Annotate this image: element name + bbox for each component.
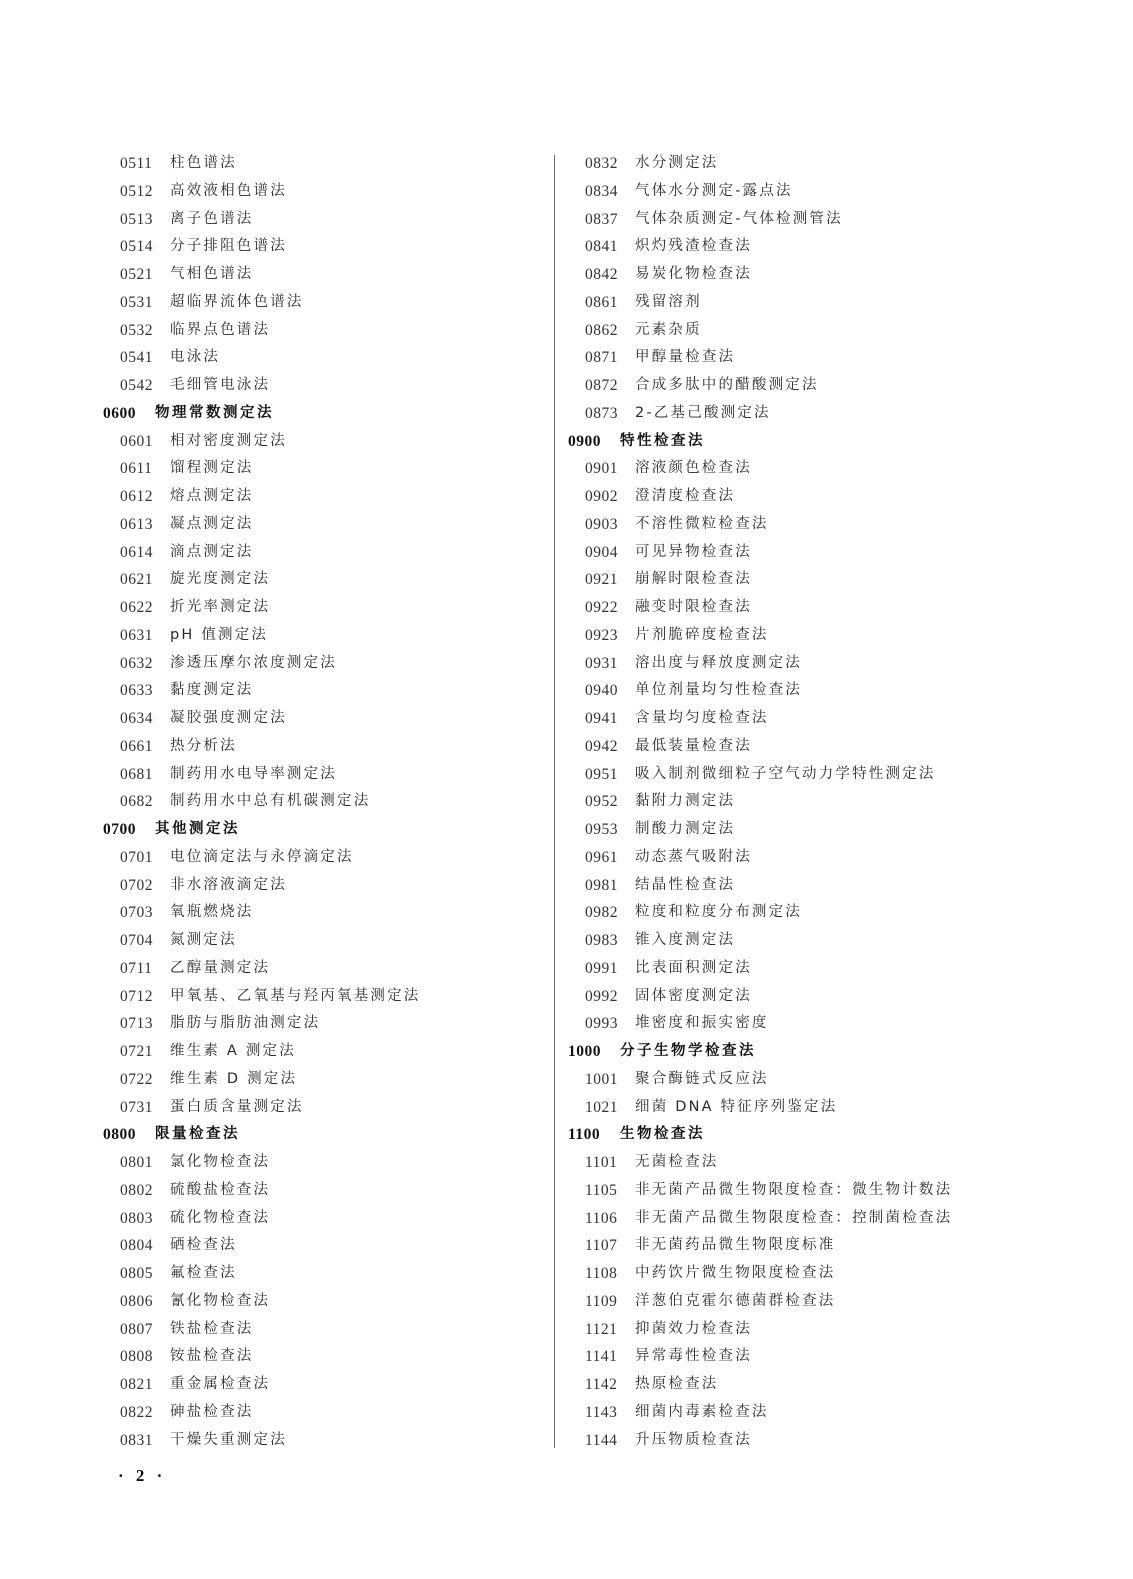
toc-entry-title: 电泳法 [170, 349, 221, 366]
toc-entry-code: 0902 [585, 488, 618, 505]
toc-entry-code: 0983 [585, 932, 618, 949]
toc-entry-code: 0621 [120, 571, 153, 589]
toc-entry-code: 0952 [585, 793, 618, 811]
toc-entry-title: 脂肪与脂肪油测定法 [170, 1015, 321, 1032]
toc-entry-code: 0801 [120, 1154, 153, 1171]
toc-entry-title: 氮测定法 [170, 932, 237, 948]
toc-entry-title: 溶出度与释放度测定法 [635, 654, 802, 671]
toc-entry-code: 0822 [120, 1403, 153, 1421]
toc-entry-title: 非无菌产品微生物限度检查：微生物计数法 [635, 1181, 953, 1198]
toc-entry-code: 0622 [120, 599, 153, 616]
toc-entry-title: 凝胶强度测定法 [170, 710, 287, 726]
toc-entry [568, 1094, 1008, 1122]
toc-entry-code: 0633 [120, 682, 153, 700]
toc-entry [103, 1260, 543, 1288]
toc-entry-code: 1000 [568, 1043, 601, 1060]
toc-entry-title: 气体杂质测定-气体检测管法 [635, 210, 843, 227]
toc-entry [568, 344, 1008, 372]
toc-entry [568, 844, 1008, 872]
toc-entry-title: 易炭化物检查法 [635, 266, 752, 282]
toc-section-heading [103, 400, 543, 428]
toc-entry [568, 1232, 1008, 1260]
toc-entry [568, 150, 1008, 178]
toc-entry-code: 0542 [120, 377, 153, 394]
toc-entry-code: 0903 [585, 515, 618, 533]
toc-entry [103, 761, 543, 789]
toc-entry-code: 1105 [585, 1181, 618, 1199]
toc-entry-title: 折光率测定法 [170, 599, 271, 615]
toc-entry [568, 1399, 1008, 1427]
toc-entry-title: 硫化物检查法 [170, 1209, 271, 1226]
toc-entry-code: 1144 [585, 1431, 618, 1449]
toc-entry [568, 483, 1008, 511]
toc-entry-title: 氰化物检查法 [170, 1292, 271, 1309]
toc-entry-title: 升压物质检查法 [635, 1431, 752, 1448]
toc-entry [103, 539, 543, 567]
toc-entry-title: 甲氧基、乙氧基与羟丙氧基测定法 [170, 987, 421, 1004]
toc-entry-code: 0904 [585, 543, 618, 561]
toc-entry-title: 限量检查法 [155, 1126, 240, 1143]
toc-entry [103, 844, 543, 872]
toc-entry-code: 0862 [585, 321, 618, 339]
toc-entry [103, 1205, 543, 1233]
toc-entry-title: 超临界流体色谱法 [170, 293, 304, 310]
toc-entry [103, 1316, 543, 1344]
toc-entry-title: 旋光度测定法 [170, 571, 271, 588]
toc-entry-code: 0703 [120, 904, 153, 922]
toc-entry-code: 0731 [120, 1098, 153, 1116]
toc-entry-title: 非无菌药品微生物限度标准 [635, 1237, 836, 1254]
toc-entry [568, 733, 1008, 761]
toc-entry [103, 955, 543, 983]
toc-entry-code: 0953 [585, 821, 618, 838]
toc-entry-code: 0601 [120, 432, 153, 450]
toc-entry-title: 抑菌效力检查法 [635, 1320, 752, 1337]
toc-entry-code: 0521 [120, 266, 153, 283]
toc-entry-title: 凝点测定法 [170, 515, 254, 532]
toc-entry-title: 热原检查法 [635, 1376, 719, 1392]
toc-entry-code: 0806 [120, 1292, 153, 1310]
toc-entry-code: 0712 [120, 987, 153, 1005]
toc-entry-title: 吸入制剂微细粒子空气动力学特性测定法 [635, 765, 936, 782]
toc-entry [103, 1371, 543, 1399]
toc-entry-code: 0807 [120, 1320, 153, 1338]
toc-entry-code: 1107 [585, 1237, 618, 1255]
toc-entry [568, 955, 1008, 983]
toc-entry [103, 1066, 543, 1094]
toc-entry [103, 705, 543, 733]
toc-entry-code: 0611 [120, 460, 153, 478]
toc-entry-title: 电位滴定法与永停滴定法 [170, 848, 354, 865]
toc-entry [568, 1177, 1008, 1205]
toc-entry-title: 生物检查法 [620, 1126, 705, 1143]
toc-section-heading [568, 428, 1008, 456]
toc-entry [103, 483, 543, 511]
toc-entry-code: 0922 [585, 599, 618, 616]
toc-entry [103, 344, 543, 372]
toc-entry-title: 滴点测定法 [170, 543, 254, 560]
toc-entry-title: 维生素 A 测定法 [170, 1043, 296, 1059]
toc-entry-title: 可见异物检查法 [635, 543, 752, 560]
toc-entry-code: 0873 [585, 404, 618, 422]
toc-entry-code: 0837 [585, 210, 618, 228]
toc-entry-code: 0931 [585, 654, 618, 672]
toc-entry-title: 物理常数测定法 [155, 404, 274, 421]
toc-entry [103, 511, 543, 539]
toc-entry [103, 983, 543, 1011]
toc-entry [568, 539, 1008, 567]
toc-entry [568, 788, 1008, 816]
toc-entry-title: 柱色谱法 [170, 155, 237, 171]
toc-entry-code: 0803 [120, 1209, 153, 1227]
toc-entry-code: 0513 [120, 210, 153, 228]
toc-entry-code: 1106 [585, 1209, 618, 1227]
toc-entry-title: 其他测定法 [155, 821, 240, 837]
toc-entry [103, 233, 543, 261]
toc-entry-code: 0612 [120, 488, 153, 505]
toc-entry [103, 1038, 543, 1066]
toc-section-heading [103, 1121, 543, 1149]
column-divider [554, 155, 555, 1448]
toc-entry [103, 1399, 543, 1427]
toc-entry-code: 0701 [120, 848, 153, 866]
toc-entry-code: 0514 [120, 238, 153, 256]
toc-entry [103, 150, 543, 178]
toc-entry [568, 816, 1008, 844]
toc-entry-code: 0992 [585, 987, 618, 1005]
toc-entry-title: 2-乙基己酸测定法 [635, 404, 771, 421]
toc-entry-code: 0632 [120, 654, 153, 672]
toc-entry-title: 异常毒性检查法 [635, 1348, 752, 1365]
toc-entry-code: 0614 [120, 543, 153, 561]
toc-entry-title: 合成多肽中的醋酸测定法 [635, 377, 819, 393]
toc-entry-code: 1143 [585, 1403, 618, 1421]
toc-entry [103, 1427, 543, 1455]
toc-entry [103, 1343, 543, 1371]
toc-entry [568, 1427, 1008, 1455]
toc-entry [568, 233, 1008, 261]
toc-entry [568, 677, 1008, 705]
toc-entry [568, 206, 1008, 234]
toc-entry-code: 0800 [103, 1126, 136, 1144]
toc-entry-code: 0940 [585, 682, 618, 700]
toc-entry-code: 0721 [120, 1043, 153, 1060]
toc-entry-title: 融变时限检查法 [635, 599, 752, 615]
toc-entry-title: 炽灼残渣检查法 [635, 238, 752, 255]
toc-entry [568, 178, 1008, 206]
toc-entry [103, 1177, 543, 1205]
toc-right-column [568, 150, 1008, 1454]
toc-entry-title: 不溶性微粒检查法 [635, 515, 769, 532]
toc-entry-code: 1001 [585, 1070, 618, 1088]
toc-entry-code: 1121 [585, 1320, 618, 1338]
toc-entry-title: 气相色谱法 [170, 266, 254, 282]
toc-entry-code: 0834 [585, 182, 618, 200]
toc-entry-title: 甲醇量检查法 [635, 349, 736, 366]
toc-entry-code: 0942 [585, 737, 618, 755]
toc-entry [103, 650, 543, 678]
toc-entry-code: 0901 [585, 460, 618, 478]
toc-section-heading [568, 1121, 1008, 1149]
toc-entry-code: 1142 [585, 1376, 618, 1393]
toc-entry-code: 1109 [585, 1292, 618, 1310]
toc-entry-code: 0512 [120, 182, 153, 200]
toc-entry [103, 899, 543, 927]
toc-entry-code: 0802 [120, 1181, 153, 1199]
toc-entry-title: 制药用水电导率测定法 [170, 765, 337, 782]
toc-entry-title: 最低装量检查法 [635, 737, 752, 754]
toc-entry [568, 400, 1008, 428]
toc-entry [568, 289, 1008, 317]
toc-entry-title: 氧瓶燃烧法 [170, 904, 254, 921]
toc-entry [568, 705, 1008, 733]
toc-entry-title: 砷盐检查法 [170, 1403, 254, 1420]
toc-entry-code: 0841 [585, 238, 618, 256]
toc-entry-title: 制药用水中总有机碳测定法 [170, 793, 371, 810]
toc-entry-title: 熔点测定法 [170, 488, 254, 504]
toc-entry-code: 0831 [120, 1431, 153, 1449]
toc-entry [103, 733, 543, 761]
toc-entry-title: 热分析法 [170, 737, 237, 754]
toc-entry-code: 0832 [585, 155, 618, 172]
toc-entry-code: 1100 [568, 1126, 601, 1144]
toc-entry-title: 乙醇量测定法 [170, 959, 271, 976]
toc-entry [568, 455, 1008, 483]
toc-entry-code: 0531 [120, 293, 153, 311]
toc-left-column [103, 150, 543, 1454]
toc-entry-code: 0981 [585, 876, 618, 894]
toc-entry-code: 0700 [103, 821, 136, 838]
toc-entry-code: 0951 [585, 765, 618, 783]
toc-entry-title: 含量均匀度检查法 [635, 710, 769, 726]
toc-entry [103, 566, 543, 594]
toc-entry-title: 铵盐检查法 [170, 1348, 254, 1365]
toc-entry-title: 相对密度测定法 [170, 432, 287, 449]
toc-entry-code: 1021 [585, 1098, 618, 1116]
toc-entry-title: 动态蒸气吸附法 [635, 848, 752, 865]
toc-entry-title: 锥入度测定法 [635, 932, 736, 948]
toc-entry-title: 堆密度和振实密度 [635, 1015, 769, 1032]
toc-entry [568, 650, 1008, 678]
toc-entry-title: 非无菌产品微生物限度检查：控制菌检查法 [635, 1209, 953, 1226]
toc-entry-title: 非水溶液滴定法 [170, 876, 287, 893]
toc-entry-code: 0808 [120, 1348, 153, 1366]
toc-entry-title: 澄清度检查法 [635, 488, 736, 504]
toc-entry [568, 622, 1008, 650]
toc-entry [103, 428, 543, 456]
toc-entry-title: 结晶性检查法 [635, 876, 736, 893]
toc-entry-title: 固体密度测定法 [635, 987, 752, 1004]
toc-entry-code: 0982 [585, 904, 618, 922]
toc-entry-code: 0921 [585, 571, 618, 589]
toc-entry-code: 0661 [120, 737, 153, 755]
toc-entry-title: pH 值测定法 [170, 626, 269, 643]
toc-entry [568, 261, 1008, 289]
toc-entry-title: 临界点色谱法 [170, 321, 271, 338]
toc-entry-code: 0600 [103, 404, 136, 422]
toc-entry-title: 高效液相色谱法 [170, 182, 287, 199]
toc-section-heading [568, 1038, 1008, 1066]
toc-entry [568, 872, 1008, 900]
toc-entry-code: 0923 [585, 626, 618, 644]
toc-entry [103, 927, 543, 955]
toc-section-heading [103, 816, 543, 844]
toc-entry-code: 1101 [585, 1154, 618, 1171]
toc-entry [103, 1010, 543, 1038]
toc-entry-code: 0613 [120, 515, 153, 533]
toc-entry [103, 788, 543, 816]
toc-entry-code: 0804 [120, 1237, 153, 1255]
toc-entry [103, 455, 543, 483]
toc-entry-title: 残留溶剂 [635, 293, 702, 310]
toc-entry-title: 制酸力测定法 [635, 821, 736, 837]
page-number: · 2 · [118, 1466, 167, 1485]
toc-entry-title: 元素杂质 [635, 321, 702, 338]
toc-entry-title: 铁盐检查法 [170, 1320, 254, 1337]
toc-entry-title: 溶液颜色检查法 [635, 460, 752, 477]
toc-entry [103, 1094, 543, 1122]
toc-entry [568, 1260, 1008, 1288]
toc-entry-title: 中药饮片微生物限度检查法 [635, 1265, 836, 1281]
toc-entry-title: 崩解时限检查法 [635, 571, 752, 588]
toc-entry-code: 0900 [568, 432, 601, 450]
toc-entry-code: 0872 [585, 377, 618, 394]
toc-entry [568, 317, 1008, 345]
toc-entry-title: 维生素 D 测定法 [170, 1070, 298, 1087]
toc-entry-title: 蛋白质含量测定法 [170, 1098, 304, 1115]
toc-entry-title: 硒检查法 [170, 1237, 237, 1254]
toc-entry-code: 0861 [585, 293, 618, 311]
toc-entry [568, 1066, 1008, 1094]
toc-entry-code: 0993 [585, 1015, 618, 1033]
toc-entry-code: 0713 [120, 1015, 153, 1033]
toc-entry-title: 馏程测定法 [170, 460, 254, 477]
toc-entry [568, 1010, 1008, 1038]
toc-entry [103, 317, 543, 345]
toc-entry-title: 无菌检查法 [635, 1154, 719, 1170]
toc-entry-title: 片剂脆碎度检查法 [635, 626, 769, 643]
toc-entry [103, 1232, 543, 1260]
toc-entry-title: 离子色谱法 [170, 210, 254, 227]
toc-entry-code: 0991 [585, 959, 618, 977]
toc-entry [103, 1288, 543, 1316]
toc-entry-title: 分子生物学检查法 [620, 1043, 756, 1059]
toc-entry-title: 重金属检查法 [170, 1376, 271, 1392]
toc-entry-code: 0871 [585, 349, 618, 367]
toc-entry-code: 0682 [120, 793, 153, 811]
toc-entry [103, 372, 543, 400]
toc-entry [103, 178, 543, 206]
toc-entry-title: 黏附力测定法 [635, 793, 736, 810]
toc-entry-code: 0842 [585, 266, 618, 283]
toc-entry-code: 0805 [120, 1265, 153, 1282]
toc-entry-code: 0711 [120, 959, 153, 977]
toc-entry-title: 聚合酶链式反应法 [635, 1070, 769, 1087]
toc-entry [103, 289, 543, 317]
toc-entry-code: 0634 [120, 710, 153, 727]
toc-entry-code: 0511 [120, 155, 153, 172]
toc-entry-code: 0821 [120, 1376, 153, 1393]
toc-entry-title: 比表面积测定法 [635, 959, 752, 976]
toc-entry-title: 氟检查法 [170, 1265, 237, 1281]
toc-entry [568, 983, 1008, 1011]
toc-entry-title: 渗透压摩尔浓度测定法 [170, 654, 337, 671]
toc-entry [568, 511, 1008, 539]
toc-entry-title: 干燥失重测定法 [170, 1431, 287, 1448]
toc-entry [103, 261, 543, 289]
toc-entry-title: 单位剂量均匀性检查法 [635, 682, 802, 699]
toc-entry-code: 0702 [120, 876, 153, 894]
toc-entry-title: 黏度测定法 [170, 682, 254, 699]
toc-entry-code: 1141 [585, 1348, 618, 1366]
toc-entry [103, 206, 543, 234]
toc-entry-title: 硫酸盐检查法 [170, 1181, 271, 1198]
toc-entry-title: 洋葱伯克霍尔德菌群检查法 [635, 1292, 836, 1309]
toc-entry-code: 0681 [120, 765, 153, 783]
toc-entry [103, 677, 543, 705]
toc-entry [568, 1205, 1008, 1233]
toc-entry [568, 899, 1008, 927]
toc-entry [103, 1149, 543, 1177]
toc-entry-title: 细菌内毒素检查法 [635, 1403, 769, 1420]
toc-entry-code: 0532 [120, 321, 153, 339]
toc-entry-code: 1108 [585, 1265, 618, 1282]
toc-entry [568, 1149, 1008, 1177]
toc-entry [568, 566, 1008, 594]
toc-entry [103, 594, 543, 622]
toc-entry-title: 粒度和粒度分布测定法 [635, 904, 802, 921]
toc-entry [568, 1316, 1008, 1344]
toc-entry-title: 氯化物检查法 [170, 1154, 271, 1170]
toc-entry-code: 0961 [585, 848, 618, 866]
toc-entry-title: 细菌 DNA 特征序列鉴定法 [635, 1098, 838, 1115]
toc-entry-code: 0704 [120, 932, 153, 949]
toc-entry-code: 0541 [120, 349, 153, 367]
toc-entry-title: 水分测定法 [635, 155, 719, 171]
toc-entry [568, 761, 1008, 789]
toc-entry [568, 1343, 1008, 1371]
toc-entry-code: 0722 [120, 1070, 153, 1088]
toc-entry-title: 气体水分测定-露点法 [635, 182, 793, 199]
toc-entry [568, 927, 1008, 955]
toc-entry [103, 872, 543, 900]
toc-entry [568, 594, 1008, 622]
toc-entry-code: 0631 [120, 626, 153, 644]
toc-entry-title: 分子排阻色谱法 [170, 238, 287, 255]
toc-entry-code: 0941 [585, 710, 618, 727]
toc-entry-title: 特性检查法 [620, 432, 705, 449]
toc-entry [103, 622, 543, 650]
toc-entry [568, 1371, 1008, 1399]
toc-entry-title: 毛细管电泳法 [170, 377, 271, 393]
toc-entry [568, 1288, 1008, 1316]
toc-entry [568, 372, 1008, 400]
